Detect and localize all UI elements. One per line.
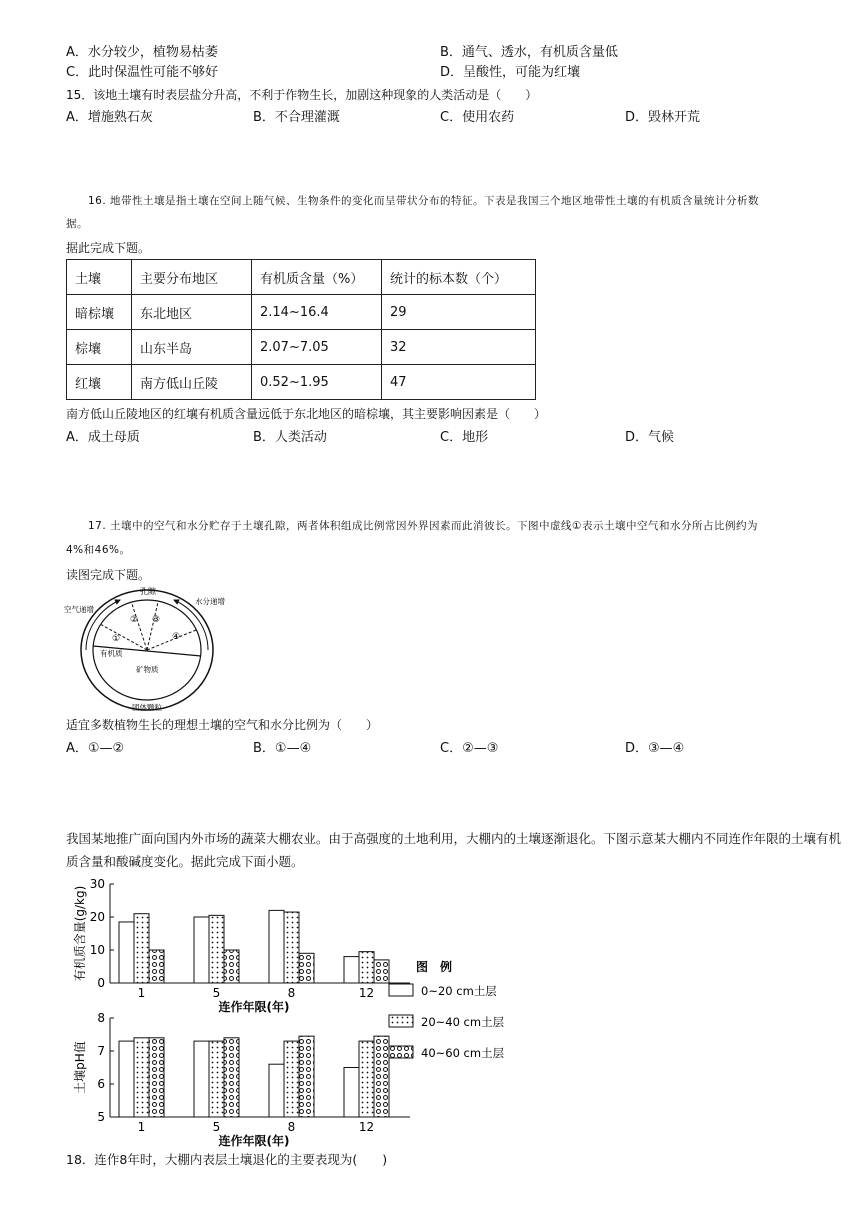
legend-title: 图 例 [416,960,453,974]
bar-series-20-40-year-8 [284,912,299,983]
table-row [67,330,536,365]
q18-intro-line2: 质含量和酸碱度变化。据此完成下面小题。 [66,854,304,869]
q16-option-d: D．气候 [625,430,675,445]
table-row [67,365,536,400]
label-mineral: 矿物质 [136,665,159,674]
y-tick-label: 0 [97,976,105,990]
table-cell: 山东半岛 [132,330,252,365]
table-cell: 南方低山丘陵 [132,365,252,400]
q15-option-d: D．毁林开荒 [625,110,701,125]
y-tick-label: 5 [97,1110,105,1124]
x-tick-label: 12 [358,1120,375,1134]
bar-series-0-20-year-1 [119,1041,134,1117]
bar-series-20-40-year-8 [284,1041,299,1117]
q17-option-a: A．①—② [66,741,125,756]
dashed-line-2 [132,604,147,650]
q14-option-b: B．通气、透水，有机质含量低 [440,45,618,60]
table-row [67,295,536,330]
table-cell: 2.07~7.05 [252,330,382,365]
q14-option-c: C．此时保温性可能不够好 [66,65,219,80]
label-organic: 有机质 [100,649,123,658]
marker-4: ④ [172,632,181,642]
water-arrow [174,600,208,650]
q18-intro-line1: 我国某地推广面向国内外市场的蔬菜大棚农业。由于高强度的土地利用，大棚内的土壤逐渐退化。下图示意某大棚内不同连作年限的土壤有机 [66,831,842,846]
q17-option-b: B．①—④ [253,741,312,756]
y-tick-label: 6 [97,1077,105,1091]
bar-series-20-40-year-1 [134,1038,149,1117]
y-tick-label: 10 [89,943,105,957]
q17-lead: 读图完成下题。 [66,568,151,582]
marker-3: ③ [152,615,161,625]
q16-intro-line1: 16. 地带性土壤是指土壤在空间上随气候、生物条件的变化而呈带状分布的特征。下表是我国三个地区地带性土壤的有机质含量统计分析数 [88,195,760,207]
x-tick-label: 5 [212,1120,221,1134]
q17-option-c: C．②—③ [440,741,499,756]
label-air-increase: 空气递增 [64,605,94,614]
table-header-cell: 统计的标本数（个） [382,260,536,295]
bar-series-40-60-year-8 [299,953,314,983]
soil-table [66,259,536,400]
dashed-line-3 [147,602,161,650]
bar-series-0-20-year-1 [119,922,134,983]
bar-series-20-40-year-1 [134,914,149,983]
y-tick-label: 20 [89,910,105,924]
table-cell: 东北地区 [132,295,252,330]
legend-label: 40~60 cm土层 [421,1046,505,1060]
bar-series-0-20-year-8 [269,1064,284,1117]
y-tick-label: 8 [97,1011,105,1025]
soil-charts [60,870,520,1152]
q14-option-a: A．水分较少，植物易枯萎 [66,45,218,60]
q16-option-c: C．地形 [440,430,489,445]
table-header-cell: 主要分布地区 [132,260,252,295]
q16-option-a: A．成土母质 [66,430,140,445]
y-axis-label: 土壤pH值 [73,1041,87,1094]
table-header-cell: 有机质含量（%） [252,260,382,295]
bar-series-20-40-year-12 [359,952,374,983]
marker-2: ② [130,615,139,625]
bar-series-40-60-year-5 [224,1038,239,1117]
bar-series-0-20-year-8 [269,910,284,983]
q15-option-a: A．增施熟石灰 [66,110,153,125]
x-axis-label: 连作年限(年) [218,1134,290,1148]
table-cell: 红壤 [67,365,132,400]
x-tick-label: 8 [287,986,296,1000]
bar-series-0-20-year-12 [344,1068,359,1118]
legend-swatch-series-20-40 [389,1015,413,1027]
legend-swatch-series-0-20 [389,984,413,996]
y-axis-label: 有机质含量(g/kg) [73,885,87,982]
table-cell: 棕壤 [67,330,132,365]
dashed-line-1 [100,624,147,650]
x-tick-label: 1 [137,986,146,1000]
table-cell: 47 [382,365,536,400]
q18-stem: 18．连作8年时，大棚内表层土壤退化的主要表现为( ) [66,1152,388,1167]
bar-series-40-60-year-1 [149,1038,164,1117]
bar-series-40-60-year-1 [149,950,164,983]
label-aggregate: 团体颗粒 [132,703,162,712]
label-water-increase: 水分递增 [195,597,225,606]
q17-option-d: D．③—④ [625,741,685,756]
bar-series-0-20-year-5 [194,1041,209,1117]
label-pore: 孔隙 [140,587,156,596]
marker-1: ① [112,634,121,644]
legend-swatch-series-40-60 [389,1046,413,1058]
q17-intro-line2: 4%和46%。 [66,544,131,556]
q16-option-b: B．人类活动 [253,430,327,445]
bar-series-20-40-year-5 [209,915,224,983]
legend-label: 20~40 cm土层 [421,1015,505,1029]
ph-chart [72,1011,410,1148]
bar-series-20-40-year-5 [209,1041,224,1117]
x-tick-label: 12 [358,986,375,1000]
y-tick-label: 30 [89,877,105,891]
x-axis-label: 连作年限(年) [218,1000,290,1014]
soil-pore-diagram [62,584,232,712]
q16-question: 南方低山丘陵地区的红壤有机质含量远低于东北地区的暗棕壤，其主要影响因素是（ ） [66,407,547,421]
table-cell: 29 [382,295,536,330]
bar-series-40-60-year-8 [299,1036,314,1117]
bar-series-0-20-year-5 [194,917,209,983]
y-tick-label: 7 [97,1044,105,1058]
table-header-cell: 土壤 [67,260,132,295]
legend-label: 0~20 cm土层 [421,984,497,998]
bar-series-40-60-year-5 [224,950,239,983]
x-tick-label: 8 [287,1120,296,1134]
q17-intro-line1: 17. 土壤中的空气和水分贮存于土壤孔隙，两者体积组成比例常因外界因素而此消彼长。下图中虚线①表示土壤中空气和水分所占比例约为 [88,520,758,532]
table-header-row [67,260,536,295]
q16-lead: 据此完成下题。 [66,241,151,255]
x-tick-label: 5 [212,986,221,1000]
table-cell: 0.52~1.95 [252,365,382,400]
table-cell: 2.14~16.4 [252,295,382,330]
bar-series-40-60-year-12 [374,1036,389,1117]
q17-question: 适宜多数植物生长的理想土壤的空气和水分比例为（ ） [66,718,379,732]
bar-series-20-40-year-12 [359,1041,374,1117]
q15-stem: 15．该地土壤有时表层盐分升高，不利于作物生长，加剧这种现象的人类活动是（ ） [66,88,538,102]
bar-series-0-20-year-12 [344,957,359,983]
q14-option-d: D．呈酸性，可能为红壤 [440,65,581,80]
q15-option-b: B．不合理灌溉 [253,110,340,125]
table-cell: 暗棕壤 [67,295,132,330]
q15-option-c: C．使用农药 [440,110,515,125]
x-tick-label: 1 [137,1120,146,1134]
bar-series-40-60-year-12 [374,960,389,983]
chart-legend [389,959,505,1060]
organic-matter-chart [72,877,410,1014]
q16-intro-line2: 据。 [66,218,88,230]
table-cell: 32 [382,330,536,365]
